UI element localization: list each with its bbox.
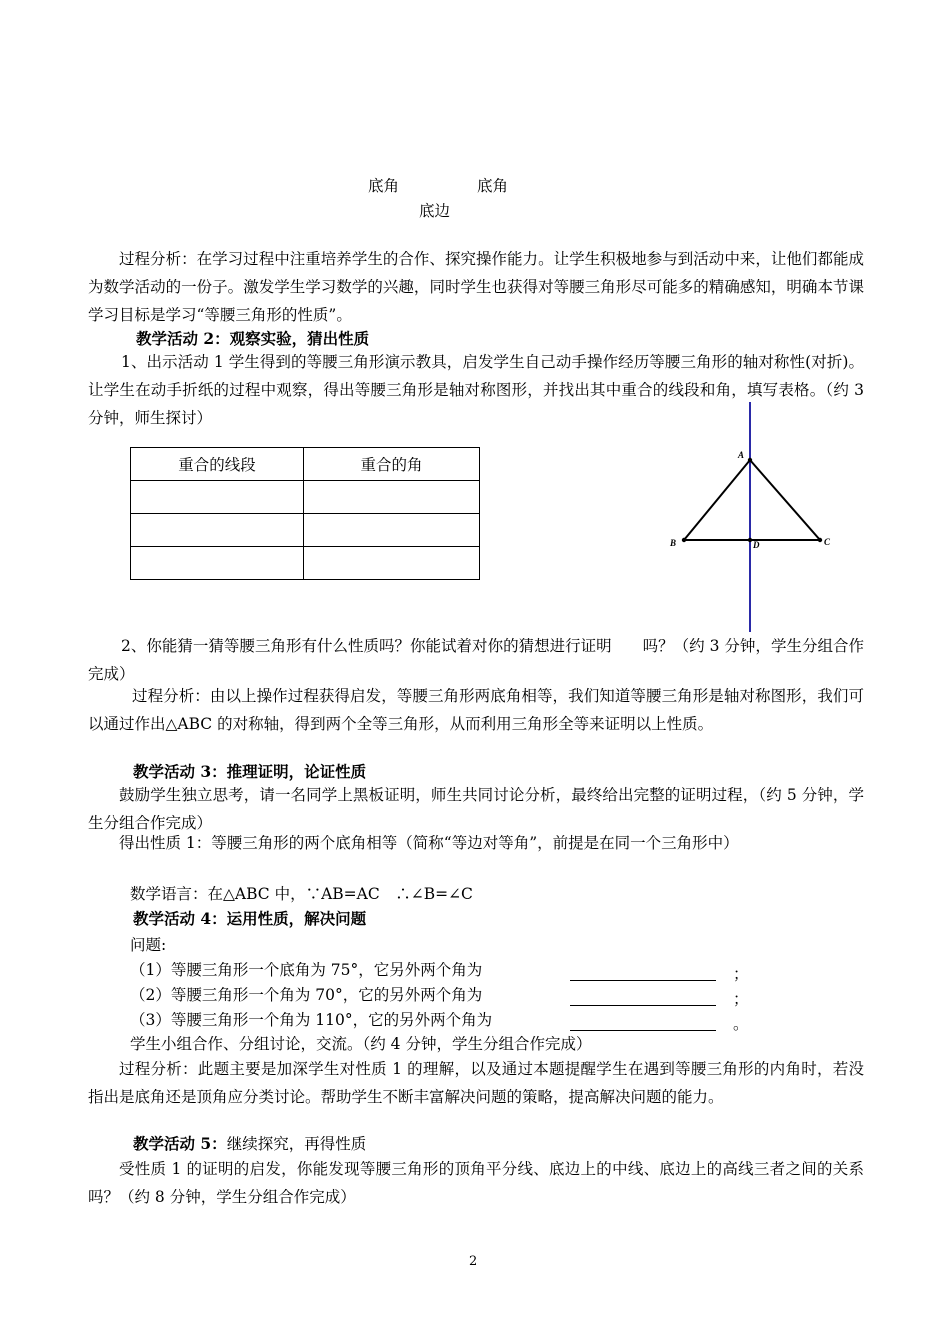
- activity-5-heading-rest: 继续探究，再得性质: [226, 1135, 367, 1153]
- triangle-sides: [684, 460, 820, 540]
- activity-2-analysis: 过程分析：由以上操作过程获得启发，等腰三角形两底角相等，我们知道等腰三角形是轴对称图形，我们可以通过作出△ABC 的对称轴，得到两个全等三角形，从而利用三角形全等来证明以上性质。: [88, 687, 864, 733]
- activity-3-paragraph-2: 得出性质 1：等腰三角形的两个底角相等（简称“等边对等角”，前提是在同一个三角形中）: [119, 834, 739, 852]
- activity-2-paragraph-2: 2、你能猜一猜等腰三角形有什么性质吗？你能试着对你的猜想进行证明 吗？（约 3 分钟，学生分组合作完成）: [88, 637, 864, 683]
- vertex-c-label: C: [824, 537, 831, 547]
- question-1-text: （1）等腰三角形一个底角为 75°，它另外两个角为: [130, 961, 483, 979]
- question-label: 问题:: [130, 936, 167, 954]
- overlap-table: [130, 447, 480, 580]
- question-2: [130, 981, 482, 1009]
- vertex-b-label: B: [670, 538, 677, 548]
- question-3-end: 。: [733, 1015, 749, 1033]
- table-header-segments: 重合的线段: [131, 448, 304, 481]
- label-base-angle-left: 底角: [368, 177, 400, 195]
- activity-5-paragraph-1: 受性质 1 的证明的启发，你能发现等腰三角形的顶角平分线、底边上的中线、底边上的高线三者之间的关系吗？（约 8 分钟，学生分组合作完成）: [88, 1160, 864, 1206]
- table-cell[interactable]: [131, 481, 304, 514]
- table-cell[interactable]: [131, 547, 304, 580]
- question-1: [130, 956, 482, 984]
- page-number: 2: [469, 1254, 478, 1269]
- table-cell[interactable]: [304, 481, 480, 514]
- math-language: 数学语言：在△ABC 中，∵AB=AC ∴∠B=∠C: [130, 885, 473, 903]
- activity-3-heading: 教学活动 3：推理证明，论证性质: [133, 762, 367, 781]
- table-cell[interactable]: [131, 514, 304, 547]
- question-1-end: ；: [733, 965, 749, 983]
- point-d: [748, 538, 752, 542]
- question-3-text: （3）等腰三角形一个角为 110°，它的另外两个角为: [130, 1011, 493, 1029]
- point-c: [818, 538, 822, 542]
- activity-5-heading: [133, 1130, 366, 1158]
- table-header-angles: 重合的角: [304, 448, 480, 481]
- question-2-text: （2）等腰三角形一个角为 70°，它的另外两个角为: [130, 986, 483, 1004]
- table-cell[interactable]: [304, 514, 480, 547]
- table-cell[interactable]: [304, 547, 480, 580]
- activity-2-paragraph-1: [88, 348, 864, 432]
- activity-3-paragraph-1: 鼓励学生独立思考，请一名同学上黑板证明，师生共同讨论分析，最终给出完整的证明过程，（约 5 分钟，学生分组合作完成）: [88, 786, 864, 832]
- analysis-paragraph-1: 过程分析：在学习过程中注重培养学生的合作、探究操作能力。让学生积极地参与到活动中来，让他们都能成为数学活动的一份子。激发学生学习数学的兴趣，同时学生也获得对等腰三角形尽可能多的精确感知，明确本节课学习目标是学习“等腰三角形的性质”。: [88, 250, 864, 324]
- point-a: [748, 458, 752, 462]
- label-base-edge: 底边: [419, 202, 451, 220]
- group-work-note: 学生小组合作、分组讨论，交流。（约 4 分钟，学生分组合作完成）: [130, 1035, 592, 1053]
- activity-5-heading-bold: 教学活动 5：: [133, 1134, 227, 1153]
- question-2-end: ；: [733, 990, 749, 1008]
- vertex-a-label: A: [738, 450, 745, 460]
- label-base-angle-right: 底角: [477, 177, 509, 195]
- answer-blank-2[interactable]: [570, 989, 716, 1006]
- activity-4-heading: 教学活动 4：运用性质，解决问题: [133, 909, 367, 928]
- activity-2-heading: 教学活动 2：观察实验，猜出性质: [136, 329, 370, 348]
- activity-4-analysis: 过程分析：此题主要是加深学生对性质 1 的理解，以及通过本题提醒学生在遇到等腰三角形的内角时，若没指出是底角还是顶角应分类讨论。帮助学生不断丰富解决问题的策略，提高解决问题的能力。: [88, 1060, 864, 1106]
- point-b: [682, 538, 686, 542]
- foot-d-label: D: [753, 540, 760, 550]
- activity-2-text-1: 1、出示活动 1 学生得到的等腰三角形演示教具，启发学生自己动手操作经历等腰三角形的轴对称性(对折)。让学生在动手折纸的过程中观察，得出等腰三角形是轴对称图形，并找出其中重合的线段和角，填写表格。（约 3 分钟，师生探讨）: [88, 353, 864, 427]
- answer-blank-1[interactable]: [570, 964, 716, 981]
- answer-blank-3[interactable]: [570, 1014, 716, 1031]
